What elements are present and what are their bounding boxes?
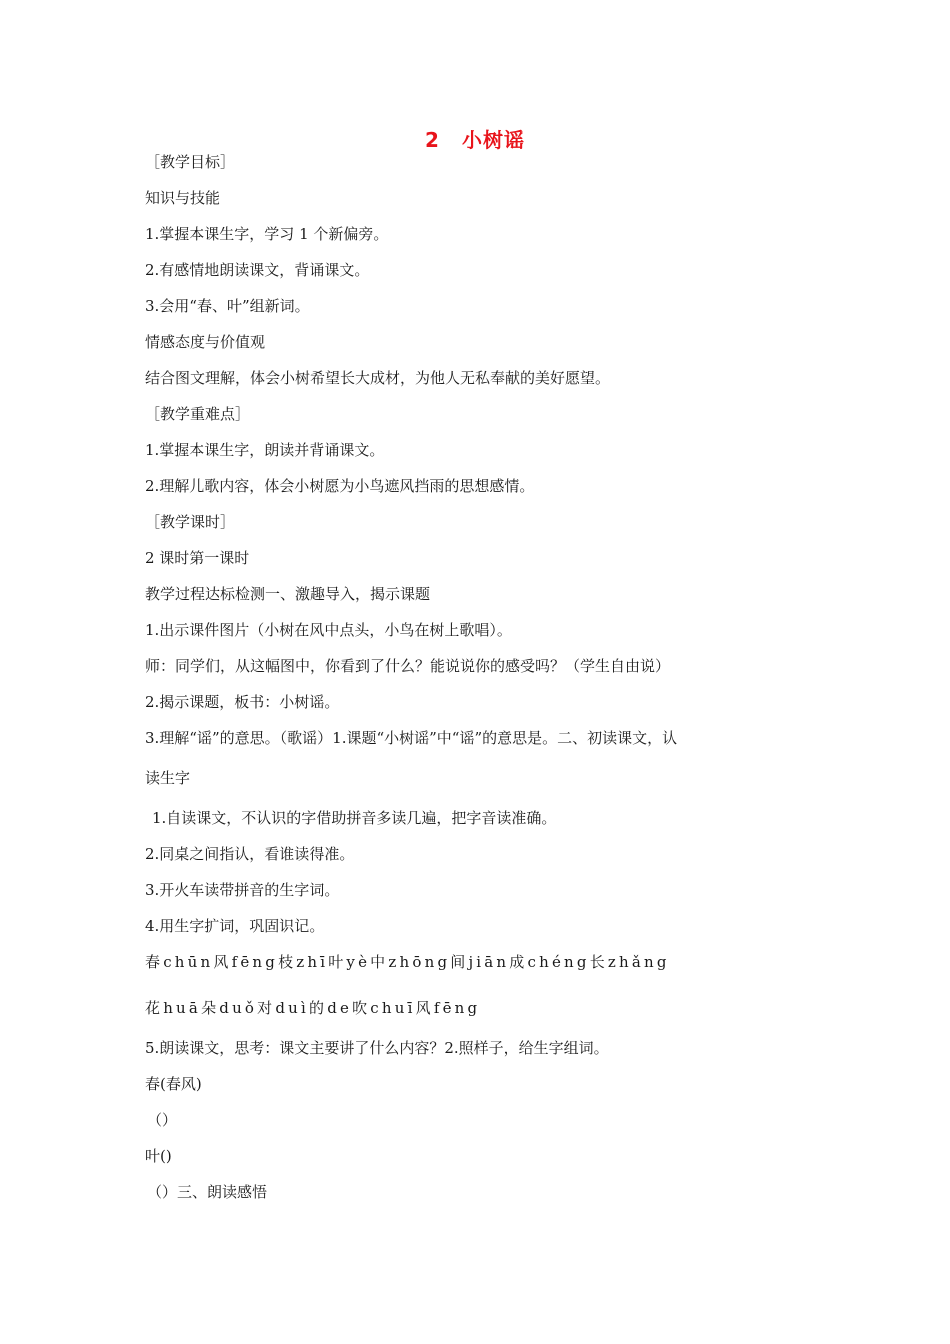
section-heading-periods: ［教学课时］ [145,513,236,531]
step-item: 2.同桌之间指认，看谁读得准。 [145,845,355,863]
pinyin-word-list: 花huā朵duǒ对duì的de吹chuī风fēng [145,999,481,1017]
page-title [0,124,950,153]
paragraph: 教学过程达标检测一、激趣导入，揭示课题 [145,585,431,603]
pinyin-word-list: 春chūn风fēng枝zhī叶yè中zhōng间jiān成chéng长zhǎng [145,953,670,971]
paragraph: 2 课时第一课时 [145,549,250,567]
key-point-item: 2.理解儿歌内容，体会小树愿为小鸟遮风挡雨的思想感情。 [145,477,535,495]
key-point-item: 1.掌握本课生字，朗读并背诵课文。 [145,441,385,459]
step-item: 4.用生字扩词，巩固识记。 [145,917,325,935]
word-blank: （） [147,1111,178,1129]
word-example: 春(春风) [145,1075,202,1093]
objective-item: 1.掌握本课生字，学习 1 个新偏旁。 [145,225,389,243]
word-blank: （）三、朗读感悟 [147,1183,268,1201]
objective-item: 3.会用“春、叶”组新词。 [145,297,310,315]
lesson-number: 2 [425,128,440,152]
step-item: 5.朗读课文，思考：课文主要讲了什么内容？2.照样子，给生字组词。 [145,1039,609,1057]
step-item: 1.自读课文，不认识的字借助拼音多读几遍，把字音读准确。 [152,809,557,827]
step-item: 1.出示课件图片（小树在风中点头，小鸟在树上歌唱）。 [145,621,512,639]
section-heading-key-points: ［教学重难点］ [145,405,251,423]
paragraph: 读生字 [145,769,191,787]
subheading-knowledge-skills: 知识与技能 [145,189,221,207]
paragraph: 结合图文理解，体会小树希望长大成材，为他人无私奉献的美好愿望。 [145,369,611,387]
subheading-emotion-values: 情感态度与价值观 [145,333,266,351]
step-item: 3.理解“谣”的意思。（歌谣）1.课题“小树谣”中“谣”的意思是。二、初读课文，认 [145,729,678,747]
step-item: 2.揭示课题，板书：小树谣。 [145,693,340,711]
objective-item: 2.有感情地朗读课文，背诵课文。 [145,261,370,279]
lesson-plan-body [145,150,815,1216]
lesson-title: 小树谣 [461,128,525,152]
word-example: 叶() [145,1147,172,1165]
section-heading-objectives: ［教学目标］ [145,153,236,171]
step-item: 3.开火车读带拼音的生字词。 [145,881,340,899]
paragraph: 师：同学们，从这幅图中，你看到了什么？能说说你的感受吗？（学生自由说） [145,657,671,675]
